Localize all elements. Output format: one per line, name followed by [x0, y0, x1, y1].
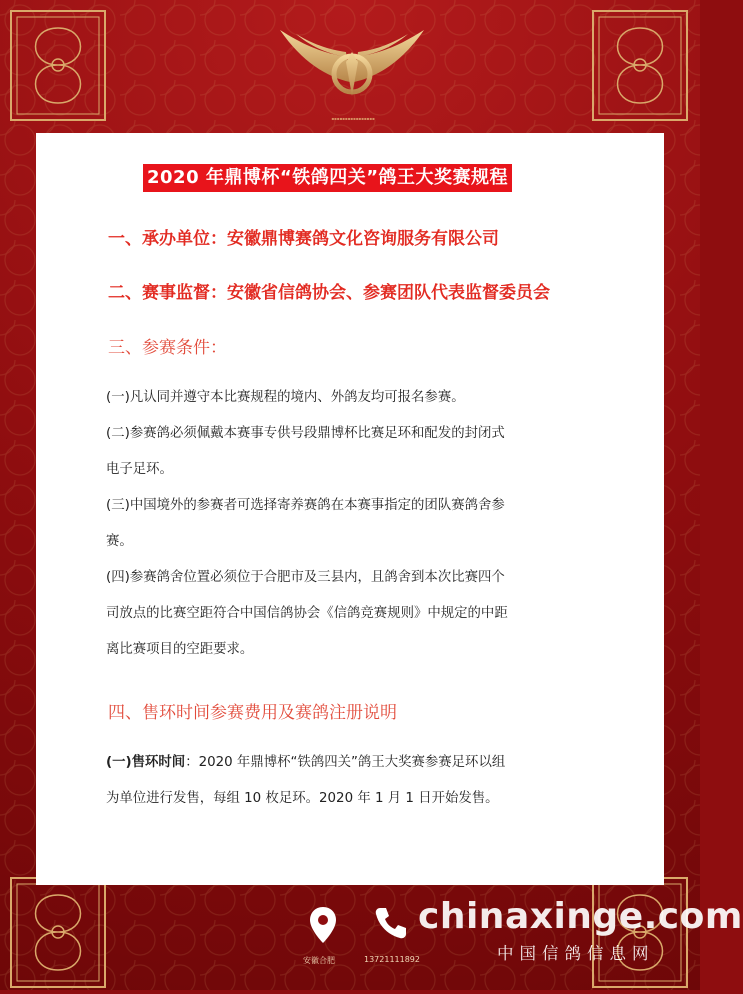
corner-ornament-top-left — [8, 8, 108, 123]
condition-line: (二)参赛鸽必须佩戴本赛事专供号段鼎博杯比赛足环和配发的封闭式 — [106, 426, 505, 441]
logo-caption-bar: ▪▪▪▪▪▪▪▪▪▪▪▪▪▪▪▪ — [331, 116, 375, 121]
ring-sales-paragraph — [106, 745, 606, 817]
watermark-domain: chinaxinge.com — [418, 896, 743, 937]
winged-emblem-logo — [272, 22, 432, 102]
phone-icon — [374, 906, 408, 944]
condition-line: (四)参赛鸽舍位置必须位于合肥市及三县内，且鸽舍到本次比赛四个 — [106, 570, 505, 585]
ring-sales-label: (一)售环时间 — [106, 755, 186, 770]
section-organizer: 一、承办单位：安徽鼎博赛鸽文化咨询服务有限公司 — [108, 229, 499, 249]
ring-sales-text-2: 为单位进行发售，每组 10 枚足环。2020 年 1 月 1 日开始发售。 — [106, 791, 499, 806]
condition-line: 赛。 — [106, 534, 133, 549]
condition-line: 司放点的比赛空距符合中国信鸽协会《信鸽竞赛规则》中规定的中距 — [106, 606, 508, 621]
ring-sales-text: ：2020 年鼎博杯“铁鸽四关”鸽王大奖赛参赛足环以组 — [185, 755, 506, 770]
conditions-list — [106, 380, 606, 668]
footer-location: 安徽合肥 — [303, 956, 335, 965]
footer-phone: 13721111892 — [364, 955, 420, 964]
corner-ornament-bottom-left — [8, 875, 108, 990]
watermark-site-name: 中国信鸽信息网 — [497, 944, 655, 963]
condition-line: (一)凡认同并遵守本比赛规程的境内、外鸽友均可报名参赛。 — [106, 390, 465, 405]
corner-ornament-top-right — [590, 8, 690, 123]
section-conditions-heading: 三、参赛条件： — [108, 338, 227, 358]
map-pin-icon — [309, 906, 337, 948]
condition-line: 离比赛项目的空距要求。 — [106, 642, 254, 657]
condition-line: 电子足环。 — [106, 462, 173, 477]
document-title: 2020 年鼎博杯“铁鸽四关”鸽王大奖赛规程 — [143, 164, 512, 192]
section-ring-sales-heading: 四、售环时间参赛费用及赛鸽注册说明 — [108, 703, 397, 723]
condition-line: (三)中国境外的参赛者可选择寄养赛鸽在本赛事指定的团队赛鸽舍参 — [106, 498, 505, 513]
section-supervision: 二、赛事监督：安徽省信鸽协会、参赛团队代表监督委员会 — [108, 283, 550, 303]
